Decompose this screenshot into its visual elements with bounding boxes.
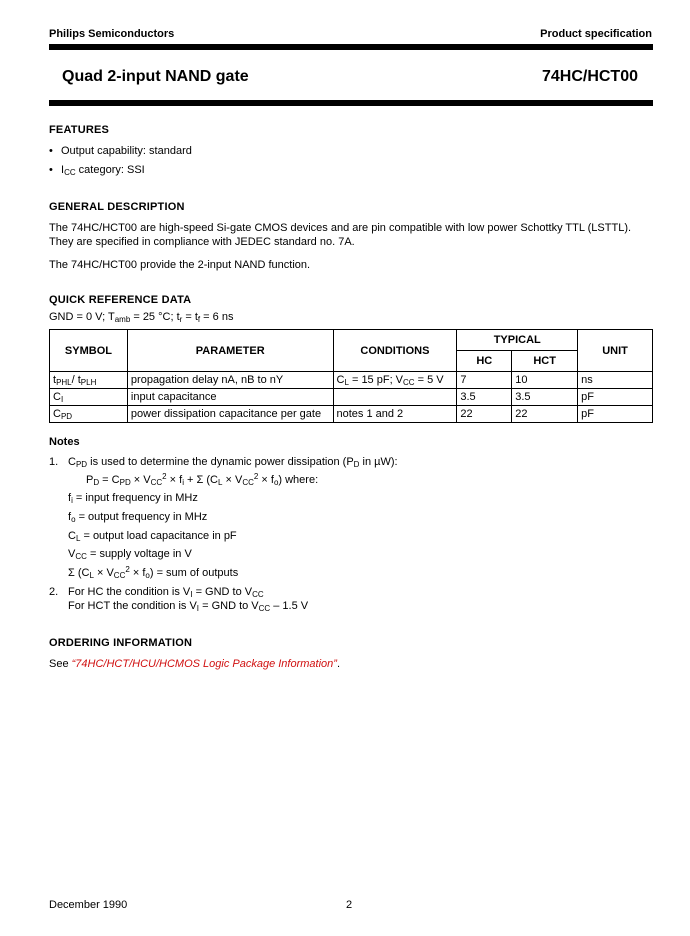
- cell-conditions: [333, 389, 457, 406]
- table-row: [50, 372, 653, 389]
- feature-item: • $I_{CC}$ category: SSI: [49, 164, 145, 177]
- note-2-line-2: For HCT the condition is $V_I$ = GND to $V_{CC} - 1.5$ V: [68, 600, 309, 613]
- footer-page-number: 2: [346, 899, 353, 911]
- col-header-conditions: CONDITIONS: [333, 330, 457, 372]
- feature-text: Output capability: standard: [61, 145, 192, 157]
- note-def-cl: $C_L$ = output load capacitance in pF: [68, 530, 237, 543]
- quick-reference-conditions: GND = 0 V; $T_{amb} = 25$ °C; $t_r = t_f = 6$ ns: [49, 311, 234, 324]
- cell-hc: 22: [457, 406, 512, 423]
- general-description-line-2: They are specified in compliance with JEDEC standard no. 7A.: [49, 236, 355, 248]
- cell-conditions: notes 1 and 2: [333, 406, 457, 423]
- document-type: Product specification: [540, 28, 652, 40]
- cell-unit: pF: [578, 389, 653, 406]
- general-description-heading: GENERAL DESCRIPTION: [49, 201, 185, 213]
- cell-hc: 3.5: [457, 389, 512, 406]
- part-number: 74HC/HCT00: [541, 68, 638, 85]
- cell-hct: 10: [512, 372, 578, 389]
- general-description-para-2: The 74HC/HCT00 provide the 2-input NAND function.: [49, 259, 311, 271]
- general-description-line-1: The 74HC/HCT00 are high-speed Si-gate CMOS devices and are pin compatible with low power Schottky TTL (LSTTL).: [49, 222, 632, 234]
- cell-parameter: propagation delay nA, nB to nY: [127, 372, 333, 389]
- ordering-suffix: .: [336, 658, 341, 670]
- note-2-number: 2.: [49, 586, 59, 598]
- col-header-unit: UNIT: [578, 330, 653, 372]
- table-row: [50, 406, 653, 423]
- note-def-fo: $f_o$ = output frequency in MHz: [68, 511, 208, 524]
- package-info-link[interactable]: “74HC/HCT/HCU/HCMOS Logic Package Information”: [71, 658, 337, 670]
- col-header-parameter: PARAMETER: [127, 330, 333, 372]
- header-rule-bottom: [49, 100, 653, 106]
- cell-unit: ns: [578, 372, 653, 389]
- cell-conditions: $C_L = 15$ pF; $V_{CC} = 5$ V: [333, 372, 457, 389]
- feature-text-icc: $I_{CC}$ category: SSI: [61, 164, 145, 177]
- note-2-line-1: For HC the condition is $V_I$ = GND to $V_{CC}$: [68, 586, 264, 599]
- note-def-fi: $f_i$ = input frequency in MHz: [68, 492, 198, 505]
- cell-parameter: power dissipation capacitance per gate: [127, 406, 333, 423]
- quick-reference-heading: QUICK REFERENCE DATA: [49, 294, 192, 306]
- cell-hc: 7: [457, 372, 512, 389]
- col-header-symbol: SYMBOL: [50, 330, 128, 372]
- feature-item: • Output capability: standard: [49, 145, 192, 157]
- note-1-number: 1.: [49, 456, 59, 468]
- note-1-text: $C_{PD}$ is used to determine the dynamic power dissipation ($P_D$ in µW):: [68, 456, 398, 469]
- col-header-typical: TYPICAL: [457, 330, 578, 351]
- quick-reference-table: [49, 329, 653, 423]
- footer-date: December 1990: [49, 899, 128, 911]
- ordering-prefix: See: [49, 658, 72, 670]
- cell-parameter: input capacitance: [127, 389, 333, 406]
- cell-symbol: $C_{PD}$: [50, 406, 128, 423]
- note-def-vcc: $V_{CC}$ = supply voltage in V: [68, 548, 192, 561]
- cell-hct: 22: [512, 406, 578, 423]
- cell-symbol: $C_I$: [50, 389, 128, 406]
- cell-hct: 3.5: [512, 389, 578, 406]
- table-row: [50, 389, 653, 406]
- cell-unit: pF: [578, 406, 653, 423]
- note-1-formula: $P_D = C_{PD} \times V_{CC}^2 \times f_i + \Sigma$ $(C_L \times V_{CC}^2 \times f_o)$ where:: [86, 472, 319, 487]
- cell-symbol: $t_{PHL}/$ $t_{PLH}$: [50, 372, 128, 389]
- notes-heading: Notes: [49, 436, 80, 448]
- ordering-text: [49, 658, 340, 670]
- col-header-hc: HC: [457, 351, 512, 372]
- ordering-heading: ORDERING INFORMATION: [49, 637, 193, 649]
- header-rule-top: [49, 44, 653, 50]
- col-header-hct: HCT: [512, 351, 578, 372]
- features-heading: FEATURES: [49, 124, 110, 136]
- company-name: Philips Semiconductors: [49, 28, 175, 40]
- page-title: Quad 2-input NAND gate: [62, 68, 249, 85]
- note-def-sum: Σ $(C_L \times V_{CC}^2 \times f_o)$ = sum of outputs: [68, 565, 239, 580]
